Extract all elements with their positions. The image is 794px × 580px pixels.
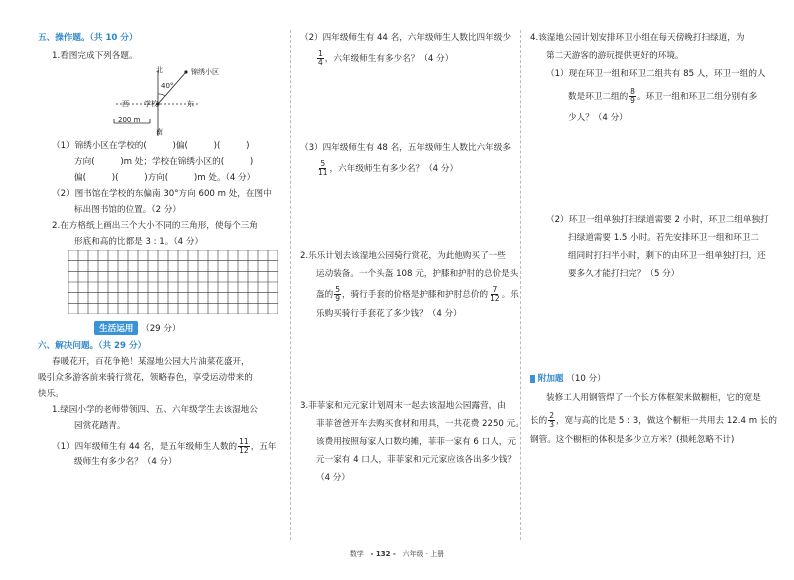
bonus-marker-icon bbox=[530, 375, 535, 383]
p3-line1: （3）四年级师生有 48 名，五年级师生人数比六年级多 bbox=[300, 143, 511, 153]
q2-mid-line3 bbox=[316, 286, 519, 303]
bonus-header bbox=[530, 372, 606, 384]
q2-mid-line2: 运动装备。一个头盔 108 元，护膝和护肘的总价是头 bbox=[316, 269, 519, 279]
fraction-numerator: 11 bbox=[239, 437, 249, 446]
fraction-denominator: 11 bbox=[318, 168, 328, 177]
life-section-badge: 生活运用 bbox=[94, 321, 138, 335]
q4-part2-line4: 要多久才能打扫完？（5 分） bbox=[568, 269, 680, 279]
bonus-points: （10 分） bbox=[566, 374, 606, 384]
grid-paper bbox=[68, 250, 278, 314]
q1-part2-line2: 标出图书馆的位置。（2 分） bbox=[74, 205, 182, 215]
fraction-denominator: 9 bbox=[335, 294, 340, 303]
map-school-label: 学校 bbox=[144, 100, 158, 108]
q2-text-a: 盔的 bbox=[316, 290, 334, 300]
fraction-numerator: 5 bbox=[335, 285, 340, 294]
fraction-numerator: 1 bbox=[318, 49, 323, 58]
p1-part1-line2: 级师生有多少名？（4 分） bbox=[74, 457, 177, 467]
q3-line1: 3.菲菲家和元元家计划周末一起去该湿地公园露营，由 bbox=[300, 401, 506, 411]
q1-part1-line2: 方向( )m 处；学校在锦绣小区的( ) bbox=[74, 157, 254, 167]
p1-line2: 园赏花踏青。 bbox=[74, 421, 126, 431]
bonus-line2 bbox=[530, 412, 777, 429]
q1-part2-line1: （2）图书馆在学校的东偏南 30°方向 600 m 处，在图中 bbox=[52, 189, 272, 199]
q4-part2-line3: 组同时打扫半小时，剩下的由环卫一组单独打扫，还 bbox=[568, 251, 766, 261]
map-north-label: 北 bbox=[156, 66, 163, 74]
q3-line4: 元一家有 4 口人，菲菲家和元元家应该各出多少钱？ bbox=[316, 455, 516, 465]
q2-mid-line1: 2.乐乐计划去该湿地公园骑行赏花，为此他购买了一些 bbox=[300, 251, 506, 261]
q4-part1-line1: （1）现在环卫一组和环卫二组共有 85 人，环卫一组的人 bbox=[546, 69, 766, 79]
fraction-5-9 bbox=[334, 286, 341, 303]
p3-line2 bbox=[316, 160, 458, 177]
fraction-denominator: 12 bbox=[239, 446, 249, 455]
fraction-denominator: 12 bbox=[490, 294, 500, 303]
q3-line3: 该费用按照每家人口数均摊，菲菲一家有 6 口人，元 bbox=[316, 437, 516, 447]
footer-page-number: - 132 - bbox=[370, 550, 396, 558]
fraction-11-12 bbox=[238, 438, 250, 455]
q2-line1: 2.在方格纸上画出三个大小不同的三角形，使每个三角 bbox=[52, 221, 258, 231]
q4-line1: 4.该湿地公园计划安排环卫小组在每天傍晚打扫绿道，为 bbox=[530, 33, 745, 43]
column-divider-2 bbox=[520, 30, 521, 540]
bonus-line1: 装修工人用钢管焊了一个长方体框架来做橱柜，它的宽是 bbox=[546, 393, 761, 403]
story-line2: 吸引众多游客前来骑行赏花，领略春色，享受运动带来的 bbox=[38, 373, 253, 383]
q3-line2: 菲菲爸爸开车去购买食材和用具，一共花费 2250 元。 bbox=[316, 419, 524, 429]
map-scale-label: 200 m bbox=[118, 116, 141, 124]
q2-text-c: 。乐 bbox=[501, 290, 519, 300]
q1-part1-line1: （1）锦绣小区在学校的( )偏( )( ) bbox=[52, 141, 250, 151]
q4-part1-text-b: 。环卫一组和环卫二组分别有多 bbox=[636, 92, 758, 102]
fraction-numerator: 8 bbox=[630, 87, 635, 96]
q4-line2: 第二天游客的游玩提供更好的环境。 bbox=[546, 51, 684, 61]
map-east-label: 东 bbox=[187, 100, 194, 108]
question-1-title: 1.看图完成下列各题。 bbox=[52, 51, 138, 61]
fraction-denominator: 4 bbox=[318, 58, 323, 67]
p2-line2 bbox=[316, 50, 453, 67]
q4-part2-line1: （2）环卫一组单独打扫绿道需要 2 小时，环卫二组单独打 bbox=[546, 215, 769, 225]
story-line3: 快乐。 bbox=[38, 389, 64, 399]
q2-mid-line4: 乐购买骑行手套花了多少钱？（4 分） bbox=[316, 309, 462, 319]
q4-part1-line3: 少人？（4 分） bbox=[568, 113, 628, 123]
q3-line5: （4 分） bbox=[316, 473, 350, 483]
fraction-numerator: 2 bbox=[549, 411, 554, 420]
page-footer bbox=[0, 549, 794, 559]
bonus-line3: 钢管。这个橱柜的体积是多少立方米？(损耗忽略不计) bbox=[530, 435, 735, 445]
p1-part1-line1 bbox=[52, 438, 277, 455]
fraction-denominator: 9 bbox=[630, 96, 635, 105]
footer-subject: 数学 bbox=[349, 550, 364, 558]
section-5-title: 五、操作题。（共 10 分） bbox=[38, 33, 138, 43]
fraction-numerator: 7 bbox=[492, 285, 498, 294]
story-line1: 春暖花开，百花争艳！某湿地公园大片油菜花盛开， bbox=[52, 357, 250, 367]
q2-text-b: ，骑行手套的价格是护膝和护肘总价的 bbox=[341, 290, 489, 300]
direction-map bbox=[88, 64, 248, 144]
p1-part1-text: （1）四年级师生有 44 名，是五年级师生人数的 bbox=[52, 442, 238, 452]
p2-line1: （2）四年级师生有 44 名，六年级师生人数比四年级少 bbox=[300, 33, 511, 43]
p1-part1-tail: ，五年 bbox=[250, 442, 277, 452]
q4-part1-line2 bbox=[568, 88, 757, 105]
fraction-5-11 bbox=[317, 160, 329, 177]
q1-part1-line3: 偏( )( )方向( )m 处。（4 分） bbox=[74, 173, 256, 183]
bonus-title: 附加题 bbox=[537, 374, 564, 384]
column-divider-1 bbox=[290, 30, 291, 540]
life-section-points: （29 分） bbox=[141, 324, 181, 334]
fraction-numerator: 5 bbox=[320, 159, 326, 168]
bonus-text-a: 长的 bbox=[530, 416, 548, 426]
bonus-text-b: ，宽与高的比是 5 : 3，做这个橱柜一共用去 12.4 m 长的 bbox=[555, 416, 777, 426]
q4-part2-line2: 扫绿道需要 1.5 小时。若先安排环卫一组和环卫二 bbox=[568, 233, 760, 243]
section-6-title: 六、解决问题。（共 29 分） bbox=[38, 341, 147, 351]
q2-line2: 形底和高的比都是 3 : 1。（4 分） bbox=[74, 237, 204, 247]
map-west-label: 西 bbox=[122, 100, 129, 108]
fraction-denominator: 3 bbox=[549, 420, 554, 429]
fraction-2-3 bbox=[548, 412, 555, 429]
fraction-1-4 bbox=[317, 50, 324, 67]
fraction-8-9 bbox=[629, 88, 636, 105]
footer-grade: 六年级 · 上册 bbox=[402, 550, 445, 558]
map-angle-label: 40° bbox=[161, 82, 174, 90]
life-section-header bbox=[94, 321, 181, 335]
fraction-7-12 bbox=[489, 286, 501, 303]
q4-part1-text-a: 数是环卫二组的 bbox=[568, 92, 629, 102]
map-south-label: 南 bbox=[156, 128, 163, 136]
p1-line1: 1.绿园小学的老师带领四、五、六年级学生去该湿地公 bbox=[52, 405, 258, 415]
map-community-label: 锦绣小区 bbox=[191, 68, 219, 76]
p2-text: ，六年级师生有多少名？（4 分） bbox=[324, 54, 454, 64]
p3-text: ，六年级师生有多少名？（4 分） bbox=[329, 164, 459, 174]
